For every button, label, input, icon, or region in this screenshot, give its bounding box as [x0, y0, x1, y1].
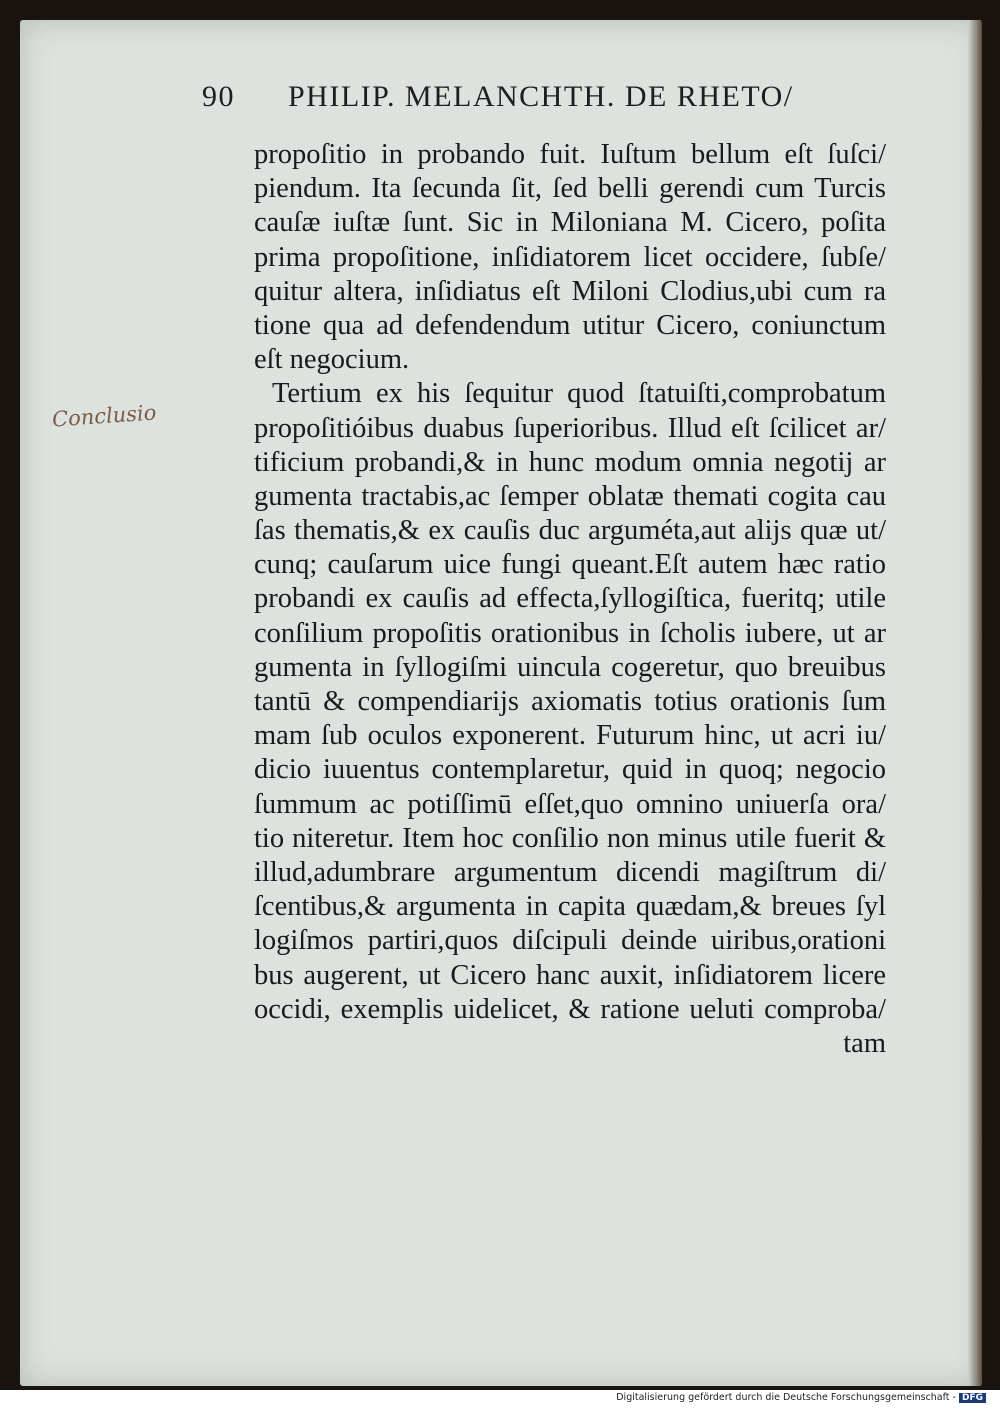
page-edge [968, 20, 982, 1386]
text-line: illud,adumbrare argumentum dicendi magiſtrum di/ [254, 856, 886, 888]
text-line: piendum. Ita ſecunda ſit, ſed belli gerendi cum Turcis [254, 173, 886, 205]
page-number: 90 [202, 80, 235, 113]
text-line: tantū & compendiarijs axiomatis totius orationis ſum [254, 686, 886, 717]
text-line: probandi ex cauſis ad effecta,ſyllogiſtica, fueritq; utile [254, 583, 886, 615]
marginal-note: Conclusio [51, 400, 158, 432]
text-line: prima propoſitione, inſidiatorem licet occidere, ſubſe/ [254, 241, 886, 273]
running-head [202, 80, 842, 114]
text-line: Tertium ex his ſequitur quod ſtatuiſti,comprobatum [272, 378, 886, 410]
dfg-logo: DFG [959, 1393, 986, 1403]
text-line: ſcentibus,& argumenta in capita quædam,& breues ſyl [254, 891, 886, 923]
text-line: cunq; cauſarum uice fungi queant.Eſt autem hæc ratio [254, 549, 886, 581]
running-title: PHILIP. MELANCHTH. DE RHETO/ [288, 80, 794, 113]
footer-text: Digitalisierung gefördert durch die Deutsche Forschungsgemeinschaft - [616, 1392, 956, 1403]
text-line: eſt negocium. [254, 344, 410, 376]
text-line: mam ſub oculos exponerent. Futurum hinc, ut acri iu/ [254, 720, 886, 752]
text-line: ſummum ac potiſſimū eſſet,quo omnino uniuerſa ora/ [254, 788, 886, 820]
text-line: bus augerent, ut Cicero hanc auxit, inſidiatorem licere [254, 959, 886, 991]
text-line: conſilium propoſitis orationibus in ſcholis iubere, ut ar [254, 617, 886, 649]
text-line: tificium probandi,& in hunc modum omnia negotij ar [254, 446, 886, 478]
text-line: tione qua ad defendendum utitur Cicero, coniunctum [254, 309, 886, 341]
text-line: dicio iuuentus contemplaretur, quid in quoq; negocio [254, 754, 886, 786]
text-line: ſas thematis,& ex cauſis duc arguméta,aut alijs quæ ut/ [254, 515, 886, 547]
text-line: occidi, exemplis uidelicet, & ratione ueluti comproba/ [254, 993, 886, 1025]
text-line: quitur altera, inſidiatus eſt Miloni Clodius,ubi cum ra [254, 275, 886, 307]
text-line: propoſitióibus duabus ſuperioribus. Illud eſt ſcilicet ar/ [254, 412, 886, 444]
text-line: propoſitio in probando fuit. Iuſtum bellum eſt ſuſci/ [254, 139, 886, 170]
text-line: logiſmos partiri,quos diſcipuli deinde uiribus,orationi [254, 925, 886, 957]
digitization-footer [616, 1392, 986, 1403]
text-line: tio niteretur. Item hoc conſilio non minus utile fuerit & [254, 822, 886, 854]
text-line: cauſæ iuſtæ ſunt. Sic in Miloniana M. Cicero, poſita [254, 207, 886, 239]
body-text [254, 138, 886, 1061]
text-line: gumenta in ſyllogiſmi uincula cogeretur, quo breuibus [254, 651, 886, 683]
catchword: tam [843, 1027, 886, 1059]
text-line: gumenta tractabis,ac ſemper oblatæ themati cogita cau [254, 480, 886, 512]
